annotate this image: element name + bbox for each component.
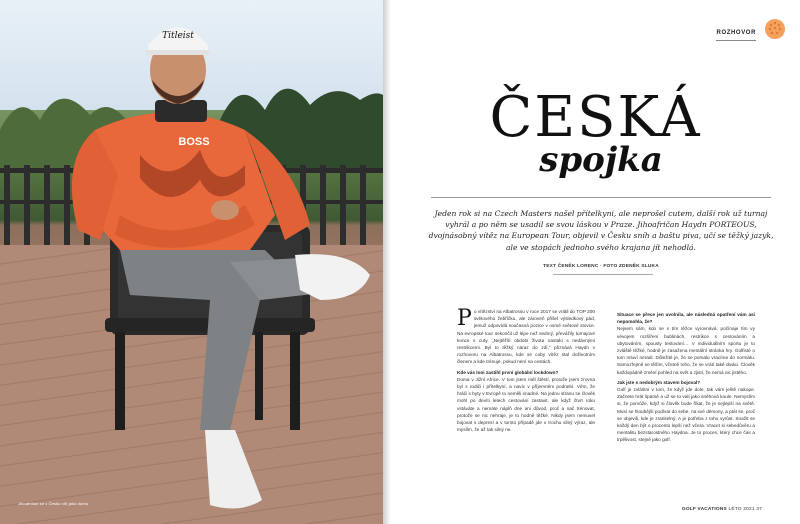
page-gutter: [383, 0, 391, 524]
intro-paragraph: Po vítězství na Albatrossu v roce 2017 se vrátil do TOP 200 světového žebříčku, ale zároveň přišel výsledkový pád, jemuž odpovídá současná pozice v osmé světové stovce. Na evropské tour nekončil už lépe než sedmý, převážily turnajové konce s cuty. „Nejtěžší období života nastalo s nedávnými restrikcemi. Byl to těžký náraz do zdí,“ přiznává Haydn v rozhovoru na Albatrossu, kde se coby vítěz stal doživotním členem a kde trénuje, pokud není na cestách.: [457, 306, 595, 365]
page-number: 37: [756, 507, 762, 512]
golfer-illustration: [0, 0, 383, 524]
article-lead: Jeden rok si na Czech Masters našel přítelkyni, ale neprošel cutem, další rok už turnaj vyhrál a po něm se usadil se svou láskou v Praze. Jihoafričan Haydn PORTEOUS, dvojnásobný vítěz na European Tour, objevil v Česku sníh a baštu piva, učí se těžký jazyk, ale ve stopách jednoho svého krajana jít nehodlá.: [428, 209, 774, 252]
photo-caption: Jihoafričan se v Česku cítí jako doma: [18, 501, 88, 506]
lead-divider: [431, 197, 771, 198]
interview-answer: Golf je zvláštní v tom, že když jde dole, tak vám ještě nakope. Začnete hrát špatně a už se to valí jako sněhová koule. Nemyslím si, že pomůže, když si člověk bude říkat, že je nejlepší na světě. Musí se hloubější podívat do sebe, na své démony, a ptát se, proč se objevili, kde je zranitelný. A je potřeba z toho vyrůst. Snažit se každý den být o procento lepší než včera. Vracet si sebedůvěru a mentalitu bezstarostného Haydna. Je to proces, který chce čas a trpělivost, stejně jako golf.: [617, 387, 755, 443]
page-footer: [682, 507, 762, 512]
byline-divider: [553, 274, 653, 275]
article-byline: TEXT ČENĚK LORENC · FOTO ZDENĚK SLUKA: [543, 264, 659, 269]
interview-answer: Doma v Jižní Africe. V tom jsem měl štěstí, protože jsem zrovna byl s rodiči i přítelkyní, a navíc v příjemném podnebí. Věm, že hráči s byty v Evropě to neměli snadné. Na jednu stranu se člověk mohl po devíti letech cestování zastavit, ale když čtvrt roku vstáváte a nemáte náplň dne ani důvod, proč a nač trénovat, protože se nic nehraje, je to hodně těžké. Nikdy jsem nemusel bojovat s depresí a v tomto případě jde o trochu silný výraz, ale myslím, že až tak silný ne.: [457, 376, 595, 433]
section-rule: [716, 40, 756, 41]
article-column-1: [457, 308, 595, 433]
article-title-sub: spojka: [539, 140, 663, 180]
interview-question: Jak jste s nedobrým stavem bojoval?: [617, 379, 701, 385]
article-title-main: ČESKÁ: [489, 85, 702, 150]
golf-ball-icon: [764, 18, 786, 40]
footer-magazine: GOLF VACATIONS: [681, 507, 727, 512]
article-column-2: [617, 308, 755, 444]
article-page: [391, 0, 800, 524]
section-tag: ROZHOVOR: [716, 30, 756, 36]
interview-question: Kde vás loni zastihl první globální lockdown?: [457, 369, 559, 375]
interview-answer: Nejsem sám, kdo se s tím těžce vyrovnává, počínaje tím vy vévojem rozšíření bublinách, restrikce s cestováním a ubytováním, spousty testování… V individuálním sportu je to zvláště těžké, hodně je zasažena mentální stránka hry. Golfisté o tom mluví neradi. Důležité je, že se pomalu vracíme do normálu. Samozřejmě se těším, včetně toho, že se vrátí také diváci. Člověk každopádně změní pohled na svět a zjistí, že nemá nic jistého.: [617, 326, 755, 375]
cap-logo: Titleist: [162, 31, 194, 41]
shirt-logo: BOSS: [178, 136, 210, 148]
photo-page: [0, 0, 383, 524]
footer-issue: LÉTO 2021: [728, 507, 755, 512]
dropcap: P: [457, 306, 472, 331]
interview-question: Situace se přece jen uvolnila, ale následná opatření vám asi nepomohla, že?: [617, 312, 755, 325]
